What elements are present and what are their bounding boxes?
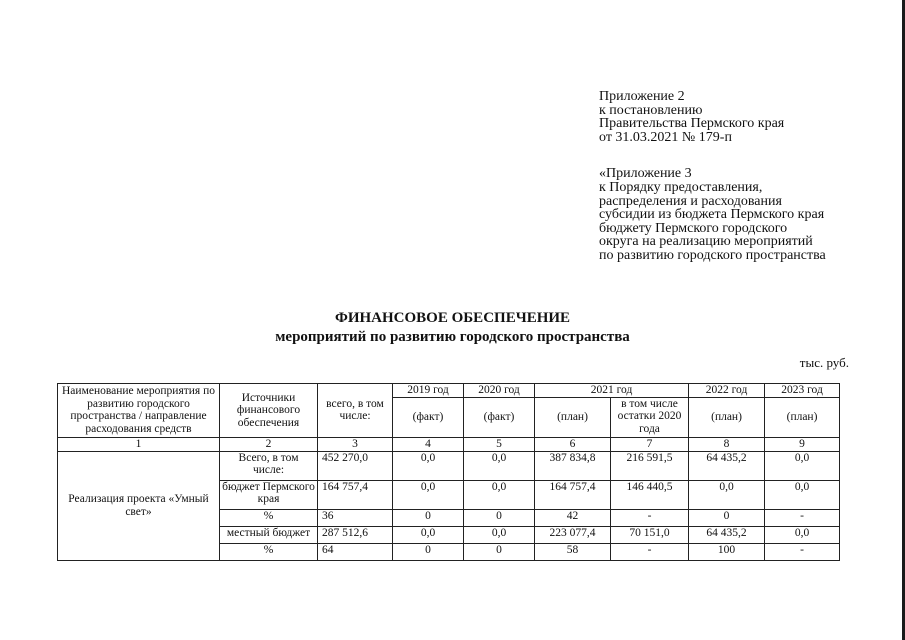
- header-name: Наименование мероприятия по развитию городского пространства / направление расходования средств: [58, 384, 220, 438]
- value-cell: 452 270,0: [318, 451, 393, 480]
- value-cell: 0,0: [689, 480, 765, 509]
- value-cell: 0: [393, 543, 464, 560]
- appendix-line: бюджету Пермского городского: [599, 220, 788, 236]
- appendix-line: по развитию городского пространства: [599, 247, 826, 263]
- source-cell: Всего, в том числе:: [220, 451, 318, 480]
- source-cell: местный бюджет: [220, 526, 318, 543]
- header-year: 2020 год: [464, 384, 535, 398]
- header-year: 2019 год: [393, 384, 464, 398]
- value-cell: 64: [318, 543, 393, 560]
- value-cell: 164 757,4: [318, 480, 393, 509]
- header-total: всего, в том числе:: [318, 384, 393, 438]
- value-cell: 216 591,5: [611, 451, 689, 480]
- value-cell: 64 435,2: [689, 451, 765, 480]
- header-plan: (план): [689, 397, 765, 437]
- source-cell: %: [220, 509, 318, 526]
- appendix-line: субсидии из бюджета Пермского края: [599, 207, 825, 223]
- value-cell: 0,0: [393, 480, 464, 509]
- value-cell: 0,0: [765, 526, 840, 543]
- appendix-line: от 31.03.2021 № 179-п: [599, 129, 732, 145]
- value-cell: 0,0: [464, 526, 535, 543]
- value-cell: 42: [535, 509, 611, 526]
- source-cell: бюджет Пермского края: [220, 480, 318, 509]
- units-label: тыс. руб.: [799, 355, 849, 370]
- column-number: 2: [220, 437, 318, 451]
- value-cell: 0: [464, 543, 535, 560]
- column-number-row: [58, 437, 840, 451]
- value-cell: 0,0: [393, 526, 464, 543]
- header-remainder: в том числе остатки 2020 года: [611, 397, 689, 437]
- column-number: 8: [689, 437, 765, 451]
- value-cell: 146 440,5: [611, 480, 689, 509]
- appendix-line: к Порядку предоставления,: [599, 179, 763, 195]
- appendix-line: Правительства Пермского края: [599, 116, 785, 132]
- source-cell: %: [220, 543, 318, 560]
- value-cell: 387 834,8: [535, 451, 611, 480]
- header-plan: (план): [765, 397, 840, 437]
- header-fact: (факт): [393, 397, 464, 437]
- value-cell: 0: [689, 509, 765, 526]
- appendix-line: к постановлению: [599, 102, 703, 118]
- value-cell: 100: [689, 543, 765, 560]
- column-number: 3: [318, 437, 393, 451]
- header-year: 2022 год: [689, 384, 765, 398]
- column-number: 9: [765, 437, 840, 451]
- header-year: 2023 год: [765, 384, 840, 398]
- value-cell: 0,0: [765, 480, 840, 509]
- document-subtitle: мероприятий по развитию городского пространства: [275, 329, 630, 345]
- value-cell: -: [765, 509, 840, 526]
- document-title: ФИНАНСОВОЕ ОБЕСПЕЧЕНИЕ: [334, 310, 571, 326]
- header-year: 2021 год: [535, 384, 689, 398]
- value-cell: 164 757,4: [535, 480, 611, 509]
- column-number: 7: [611, 437, 689, 451]
- column-number: 6: [535, 437, 611, 451]
- value-cell: 287 512,6: [318, 526, 393, 543]
- appendix-block: [599, 90, 826, 263]
- value-cell: -: [611, 543, 689, 560]
- column-number: 4: [393, 437, 464, 451]
- value-cell: 0: [464, 509, 535, 526]
- value-cell: 36: [318, 509, 393, 526]
- appendix-line: округа на реализацию мероприятий: [599, 234, 813, 250]
- appendix-line: «Приложение 3: [599, 166, 692, 182]
- table-row: [58, 451, 840, 480]
- value-cell: 58: [535, 543, 611, 560]
- appendix-line: распределения и расходования: [599, 193, 782, 209]
- project-name-cell: Реализация проекта «Умный свет»: [58, 451, 220, 560]
- header-sources: Источники финансового обеспечения: [220, 384, 318, 438]
- header-fact: (факт): [464, 397, 535, 437]
- value-cell: 0,0: [464, 451, 535, 480]
- value-cell: -: [765, 543, 840, 560]
- header-plan: (план): [535, 397, 611, 437]
- value-cell: 0: [393, 509, 464, 526]
- appendix-line: Приложение 2: [599, 89, 685, 104]
- value-cell: 0,0: [765, 451, 840, 480]
- value-cell: 64 435,2: [689, 526, 765, 543]
- value-cell: 0,0: [464, 480, 535, 509]
- column-number: 5: [464, 437, 535, 451]
- value-cell: 223 077,4: [535, 526, 611, 543]
- finance-table: [57, 383, 840, 561]
- column-number: 1: [58, 437, 220, 451]
- value-cell: 70 151,0: [611, 526, 689, 543]
- value-cell: 0,0: [393, 451, 464, 480]
- value-cell: -: [611, 509, 689, 526]
- header-row: [58, 384, 840, 398]
